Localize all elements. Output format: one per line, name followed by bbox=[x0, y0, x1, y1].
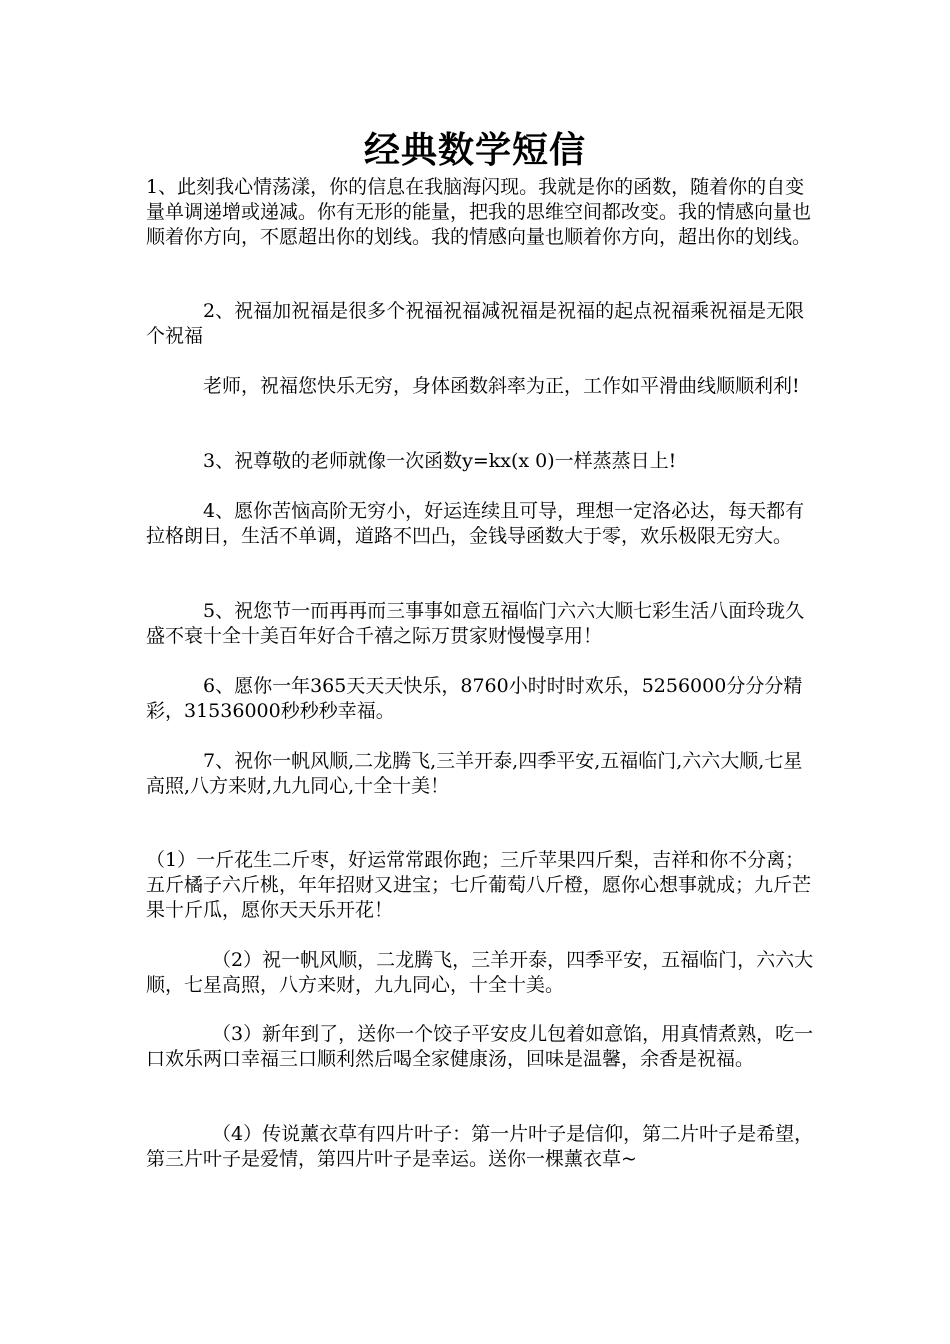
paragraph-5: 4、愿你苦恼高阶无穷小，好运连续且可导，理想一定洛必达，每天都有拉格朗日，生活不单调，道路不凹凸，金钱导函数大于零，欢乐极限无穷大。 bbox=[146, 500, 805, 547]
paragraph-6: 5、祝您节一而再再而三事事如意五福临门六六大顺七彩生活八面玲珑久盛不衰十全十美百年好合千禧之际万贯家财慢慢享用！ bbox=[146, 600, 805, 647]
paragraph-2: 2、祝福加祝福是很多个祝福祝福减祝福是祝福的起点祝福乘祝福是无限个祝福 bbox=[146, 300, 805, 347]
paragraph-9: （1）一斤花生二斤枣，好运常常跟你跑；三斤苹果四斤梨，吉祥和你不分离；五斤橘子六斤桃，年年招财又进宝；七斤葡萄八斤橙，愿你心想事就成；九斤芒果十斤瓜，愿你天天乐开花！ bbox=[146, 849, 812, 921]
paragraph-7: 6、愿你一年365天天天快乐，8760小时时时欢乐，5256000分分分精彩，31536000秒秒秒幸福。 bbox=[146, 675, 803, 722]
document-title: 经典数学短信 bbox=[363, 129, 586, 171]
paragraph-10: （2）祝一帆风顺，二龙腾飞，三羊开泰，四季平安，五福临门，六六大顺，七星高照，八方来财，九九同心，十全十美。 bbox=[146, 949, 814, 996]
paragraph-12: （4）传说薰衣草有四片叶子：第一片叶子是信仰，第二片叶子是希望，第三片叶子是爱情，第四片叶子是幸运。送你一棵薰衣草~ bbox=[146, 1123, 814, 1170]
paragraph-4: 3、祝尊敬的老师就像一次函数y=kx(x 0)一样蒸蒸日上! bbox=[203, 450, 677, 472]
paragraph-1: 1、此刻我心情荡漾，你的信息在我脑海闪现。我就是你的函数，随着你的自变量单调递增或递减。你有无形的能量，把我的思维空间都改变。我的情感向量也顺着你方向，不愿超出你的划线。我的情感向量也顺着你方向，超出你的划线。 bbox=[146, 176, 812, 248]
paragraph-11: （3）新年到了，送你一个饺子平安皮儿包着如意馅，用真情煮熟，吃一口欢乐两口幸福三口顺利然后喝全家健康汤，回味是温馨，余香是祝福。 bbox=[146, 1023, 814, 1070]
paragraph-8: 7、祝你一帆风顺,二龙腾飞,三羊开泰,四季平安,五福临门,六六大顺,七星高照,八方来财,九九同心,十全十美！ bbox=[146, 750, 803, 797]
paragraph-3: 老师，祝福您快乐无穷，身体函数斜率为正，工作如平滑曲线顺顺利利! bbox=[203, 375, 800, 397]
